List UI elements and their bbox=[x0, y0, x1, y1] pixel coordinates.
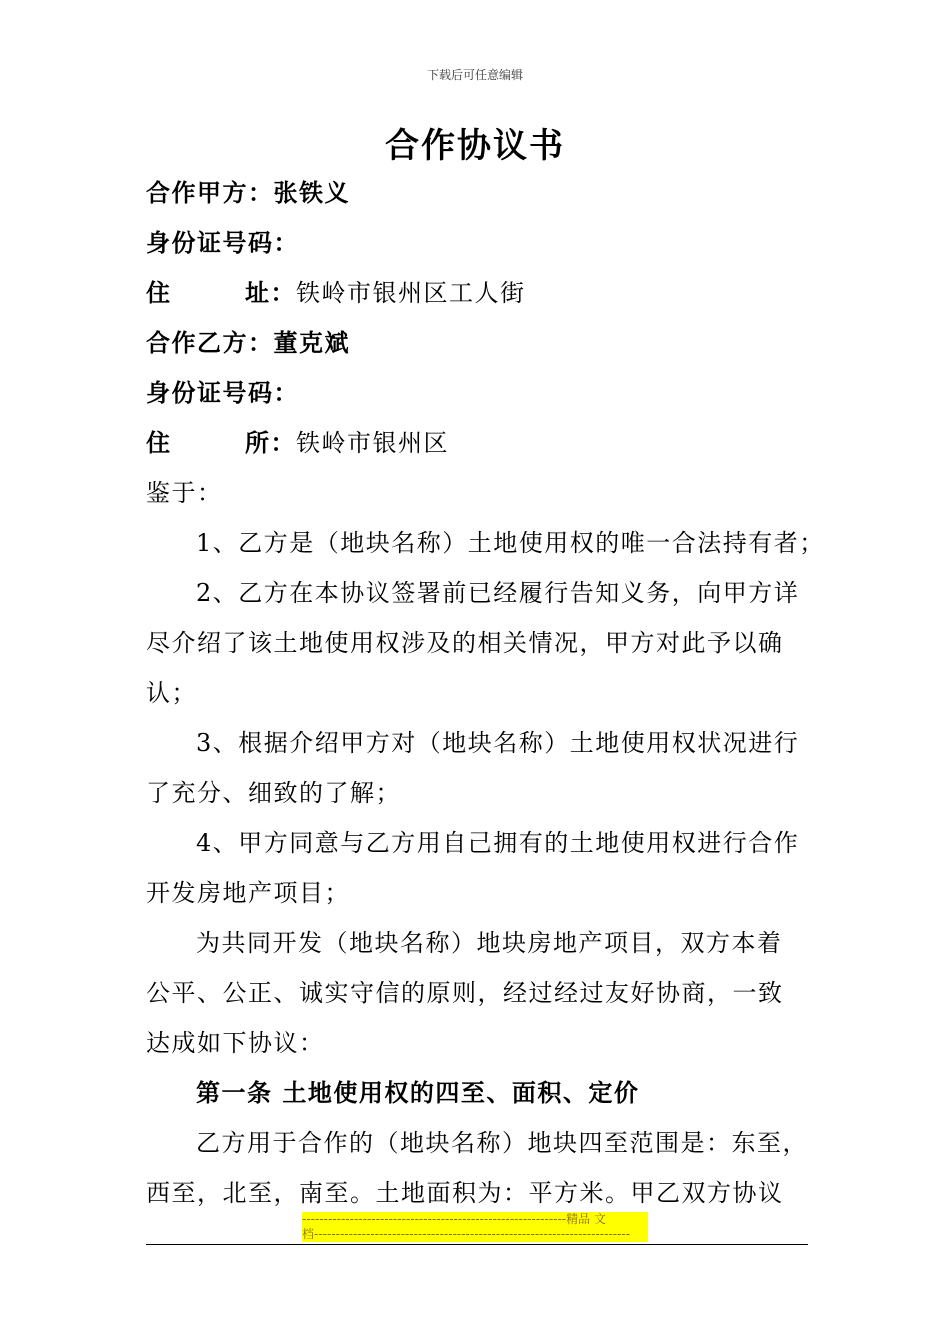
party-b-id-label: 身份证号码： bbox=[146, 378, 299, 407]
body-line: 了充分、细致的了解； bbox=[146, 779, 401, 807]
party-b-label: 合作乙方： bbox=[146, 328, 274, 357]
party-b-name: 董克斌 bbox=[273, 328, 350, 357]
party-a-address-line bbox=[146, 268, 808, 318]
party-b-address-label bbox=[146, 418, 296, 468]
party-b-line bbox=[146, 318, 808, 368]
body-line: 西至，北至，南至。土地面积为：平方米。甲乙双方协议 bbox=[146, 1179, 784, 1207]
party-a-id-label: 身份证号码： bbox=[146, 228, 299, 257]
header-note: 下载后可任意编辑 bbox=[426, 68, 523, 82]
body-line: 公平、公正、诚实守信的原则，经过经过友好协商，一致 bbox=[146, 979, 784, 1007]
party-a-address-label bbox=[146, 268, 296, 318]
party-b-address-line bbox=[146, 418, 808, 468]
body-line: 认； bbox=[146, 679, 197, 707]
footer-watermark bbox=[302, 1212, 648, 1242]
party-a-line bbox=[146, 168, 808, 218]
address-label-start: 住 bbox=[146, 278, 172, 307]
address-label-end: 所： bbox=[245, 428, 296, 457]
article-heading: 第一条 土地使用权的四至、面积、定价 bbox=[196, 1078, 640, 1107]
footer-line-1: -------------------------------------------------------------精品 文 bbox=[302, 1212, 606, 1226]
body-line: 3、根据介绍甲方对（地块名称）土地使用权状况进行 bbox=[196, 729, 800, 757]
body-line: 达成如下协议： bbox=[146, 1029, 325, 1057]
footer-line-2: 档------------------------------------------------------------------------- bbox=[302, 1227, 631, 1241]
footer-divider bbox=[146, 1244, 808, 1245]
body-line: 为共同开发（地块名称）地块房地产项目，双方本着 bbox=[196, 929, 783, 957]
party-a-address-value: 铁岭市银州区工人街 bbox=[296, 279, 526, 307]
address-label-start: 住 bbox=[146, 428, 172, 457]
whereas-label: 鉴于： bbox=[146, 479, 223, 507]
body-line: 1、乙方是（地块名称）土地使用权的唯一合法持有者； bbox=[196, 529, 825, 557]
document-body bbox=[146, 168, 825, 1218]
party-a-name: 张铁义 bbox=[273, 178, 350, 207]
body-line: 开发房地产项目； bbox=[146, 879, 350, 907]
party-a-label: 合作甲方： bbox=[146, 178, 274, 207]
party-b-address-value: 铁岭市银州区 bbox=[296, 429, 449, 457]
body-line: 4、甲方同意与乙方用自己拥有的土地使用权进行合作 bbox=[196, 829, 800, 857]
party-b-id-line bbox=[146, 368, 808, 418]
document-title: 合作协议书 bbox=[385, 126, 565, 166]
body-line: 乙方用于合作的（地块名称）地块四至范围是：东至， bbox=[196, 1129, 808, 1157]
body-line: 2、乙方在本协议签署前已经履行告知义务，向甲方详 bbox=[196, 579, 800, 607]
party-a-id-line bbox=[146, 218, 808, 268]
body-line: 尽介绍了该土地使用权涉及的相关情况，甲方对此予以确 bbox=[146, 629, 784, 657]
address-label-end: 址： bbox=[245, 278, 296, 307]
